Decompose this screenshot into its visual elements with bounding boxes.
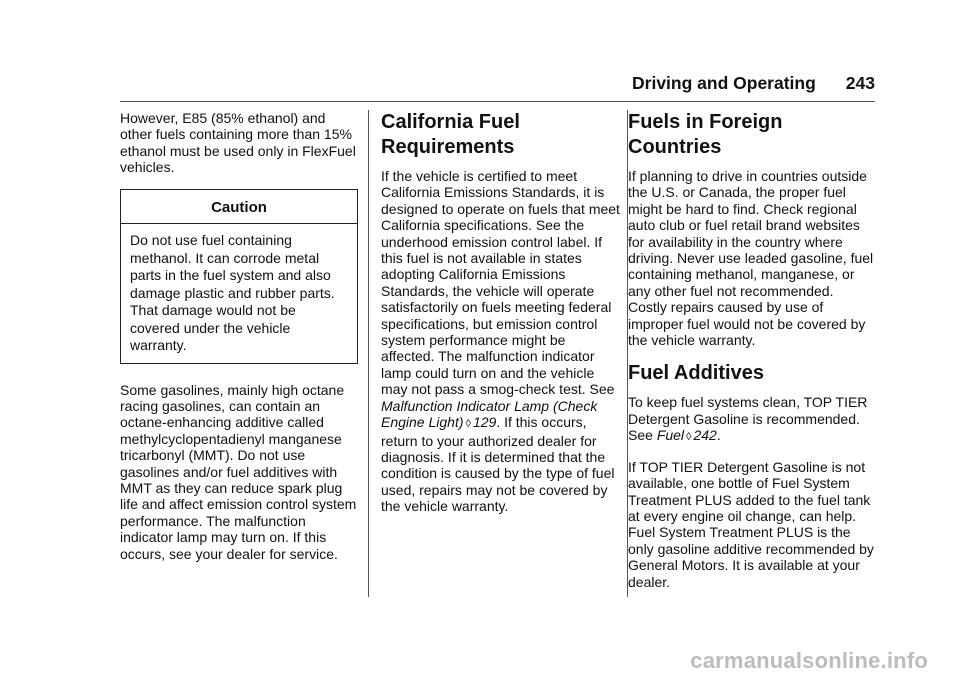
mil-xref-label: Malfunction Indicator Lamp (Check Engine Light) (381, 397, 598, 431)
foreign-fuels-paragraph: If planning to drive in countries outside the U.S. or Canada, the proper fuel might be hard to find. Check regional auto club or fuel retail brand websites for availability in the country where driving. Never use leaded gasoline, fuel containing methanol, manganese, or any other fuel not recommended. Costly repairs caused by use of improper fuel would not be covered by the vehicle warranty. (628, 168, 874, 349)
california-fuel-paragraph (381, 168, 621, 515)
california-text-before: If the vehicle is certified to meet California Emissions Standards, it is designed to operate on fuels that meet California specifications. See the underhood emission control label. If this fuel is not available in states adopting California Emissions Standards, the vehicle will operate satisfactorily on fuels meeting federal specifications, but emission control system performance might be affected. The malfunction indicator lamp could turn on and the vehicle may not pass a smog-check test. See (381, 168, 620, 398)
additives-paragraph-1 (628, 394, 874, 445)
fuel-xref-label: Fuel (656, 427, 685, 444)
california-text-after: . If this occurs, return to your authorized dealer for diagnosis. If it is determined that the condition is caused by the type of fuel used, repairs may not be covered by the vehicle warranty. (381, 414, 615, 515)
fuel-xref-page: 242 (693, 427, 717, 444)
foreign-fuels-heading: Fuels in Foreign Countries (628, 111, 783, 158)
fuel-additives-heading: Fuel Additives (628, 362, 764, 385)
caution-title: Caution (121, 190, 357, 224)
column-2 (381, 110, 621, 528)
caution-text: Do not use fuel containing methanol. It can corrode metal parts in the fuel system and also damage plastic and rubber parts. That damage would not be covered under the vehicle warranty. (130, 232, 335, 354)
column-3 (628, 110, 874, 603)
additives-text-after: . (716, 427, 721, 444)
e85-paragraph: However, E85 (85% ethanol) and other fuels containing more than 15% ethanol must be used only in FlexFuel vehicles. (120, 110, 356, 176)
page-number: 243 (845, 73, 875, 93)
column-1 (120, 110, 358, 575)
additives-paragraph-2: If TOP TIER Detergent Gasoline is not available, one bottle of Fuel System Treatment PLUS added to the fuel tank at every engine oil change, can help. Fuel System Treatment PLUS is the only gasoline additive recommended by General Motors. It is available at your dealer. (628, 458, 874, 590)
page-ref-icon: ◊ (686, 431, 692, 444)
mmt-paragraph: Some gasolines, mainly high octane racing gasolines, can contain an octane-enhancing additive called methylcyclopentadienyl manganese tricarbonyl (MMT). Do not use gasolines and/or fuel additives with MMT as they can reduce spark plug life and affect emission control system performance. The malfunction indicator lamp may turn on. If this occurs, see your dealer for service. (120, 381, 357, 562)
mil-xref-page: 129 (472, 414, 497, 431)
page-ref-icon: ◊ (465, 418, 471, 431)
header-rule (120, 101, 875, 102)
additives-text-before: To keep fuel systems clean, TOP TIER Detergent Gasoline is recommended. See (628, 394, 868, 444)
section-title: Driving and Operating (632, 73, 816, 93)
caution-box (120, 189, 358, 364)
column-divider-1 (368, 110, 369, 597)
fuel-xref-link[interactable] (657, 427, 717, 443)
california-fuel-heading: California Fuel Requirements (381, 111, 520, 158)
watermark: carmanualsonline.info (690, 648, 928, 673)
page-header (632, 73, 875, 94)
